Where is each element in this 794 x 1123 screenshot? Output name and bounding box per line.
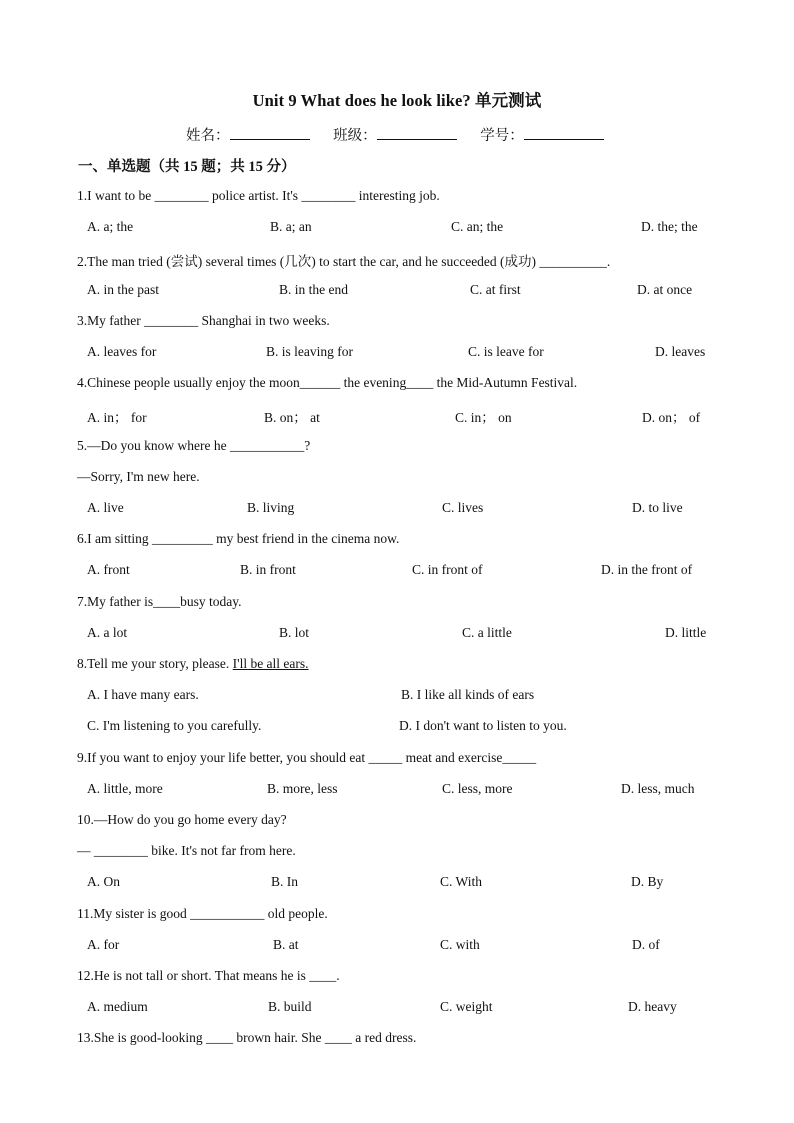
question-stem-text: 8.Tell me your story, please. [77, 656, 233, 671]
question-stem: 4.Chinese people usually enjoy the moon______ the evening____ the Mid-Autumn Festival. [77, 375, 578, 390]
class-blank [377, 125, 457, 140]
option-d: D. of [632, 937, 660, 952]
option-c: C. is leave for [468, 344, 544, 359]
number-field [480, 128, 604, 144]
underlined-phrase: I'll be all ears. [232, 656, 309, 671]
option-d: D. at once [637, 282, 693, 297]
option-d: D. in the front of [601, 562, 693, 577]
option-d: D. By [631, 874, 664, 889]
option-c: C. lives [442, 500, 484, 515]
option-b: B. in front [240, 562, 296, 577]
option-b: B. a; an [270, 219, 312, 234]
student-info [186, 124, 624, 145]
option-c: C. at first [470, 282, 521, 297]
option-c: C. a little [462, 625, 512, 640]
option-b: B. at [273, 937, 299, 952]
question-stem [77, 656, 309, 672]
option-c: C. in front of [412, 562, 483, 577]
name-blank [230, 125, 310, 140]
question-stem: 6.I am sitting _________ my best friend in the cinema now. [77, 531, 400, 546]
option-b: B. more, less [267, 781, 338, 796]
option-a: A. little, more [87, 781, 163, 796]
class-field [333, 128, 460, 144]
question-stem: 10.—How do you go home every day? [77, 812, 287, 827]
option-d: D. little [665, 625, 707, 640]
option-a: A. a; the [87, 219, 134, 234]
question-stem: 5.—Do you know where he ___________? [77, 438, 311, 453]
option-c: C. in； on [455, 410, 512, 425]
question-stem: 1.I want to be ________ police artist. It's ________ interesting job. [77, 188, 440, 203]
option-c: C. weight [440, 999, 493, 1014]
option-a: A. for [87, 937, 120, 952]
option-b: B. build [268, 999, 312, 1014]
option-a: A. front [87, 562, 130, 577]
option-b: B. lot [279, 625, 310, 640]
option-a: A. I have many ears. [87, 687, 199, 702]
section-title: 一、单选题（共 15 题；共 15 分） [78, 159, 296, 175]
option-b: B. in the end [279, 282, 348, 297]
option-d: D. heavy [628, 999, 677, 1014]
question-reply: —Sorry, I'm new here. [77, 469, 200, 484]
option-b: B. living [247, 500, 295, 515]
option-c: C. less, more [442, 781, 513, 796]
option-d: D. I don't want to listen to you. [399, 718, 567, 733]
option-c: C. With [440, 874, 482, 889]
option-d: D. on； of [642, 410, 701, 425]
option-d: D. less, much [621, 781, 695, 796]
question-stem: 12.He is not tall or short. That means he is ____. [77, 968, 340, 983]
question-reply: — ________ bike. It's not far from here. [77, 843, 296, 858]
question-stem: 11.My sister is good ___________ old people. [77, 906, 328, 921]
option-c: C. with [440, 937, 480, 952]
number-label: 学号： [480, 128, 524, 144]
number-blank [524, 125, 604, 140]
option-d: D. the; the [641, 219, 698, 234]
option-a: A. medium [87, 999, 148, 1014]
option-d: D. to live [632, 500, 683, 515]
option-d: D. leaves [655, 344, 706, 359]
option-a: A. a lot [87, 625, 128, 640]
option-b: B. In [271, 874, 298, 889]
option-b: B. I like all kinds of ears [401, 687, 535, 702]
option-a: A. in； for [87, 410, 147, 425]
page-title: Unit 9 What does he look like? 单元测试 [252, 91, 542, 110]
option-b: B. on； at [264, 410, 320, 425]
option-a: A. On [87, 874, 120, 889]
question-stem: 9.If you want to enjoy your life better, you should eat _____ meat and exercise_____ [77, 750, 537, 765]
question-stem: 2.The man tried (尝试) several times (几次) to start the car, and he succeeded (成功) __________. [77, 254, 611, 269]
question-stem: 3.My father ________ Shanghai in two weeks. [77, 313, 330, 328]
option-c: C. an; the [451, 219, 504, 234]
option-b: B. is leaving for [266, 344, 353, 359]
option-a: A. live [87, 500, 124, 515]
class-label: 班级： [333, 128, 377, 144]
option-a: A. leaves for [87, 344, 157, 359]
name-label: 姓名： [186, 128, 230, 144]
question-stem: 7.My father is____busy today. [77, 594, 242, 609]
option-c: C. I'm listening to you carefully. [87, 718, 262, 733]
question-stem: 13.She is good-looking ____ brown hair. She ____ a red dress. [77, 1030, 417, 1045]
option-a: A. in the past [87, 282, 159, 297]
name-field [186, 128, 313, 144]
